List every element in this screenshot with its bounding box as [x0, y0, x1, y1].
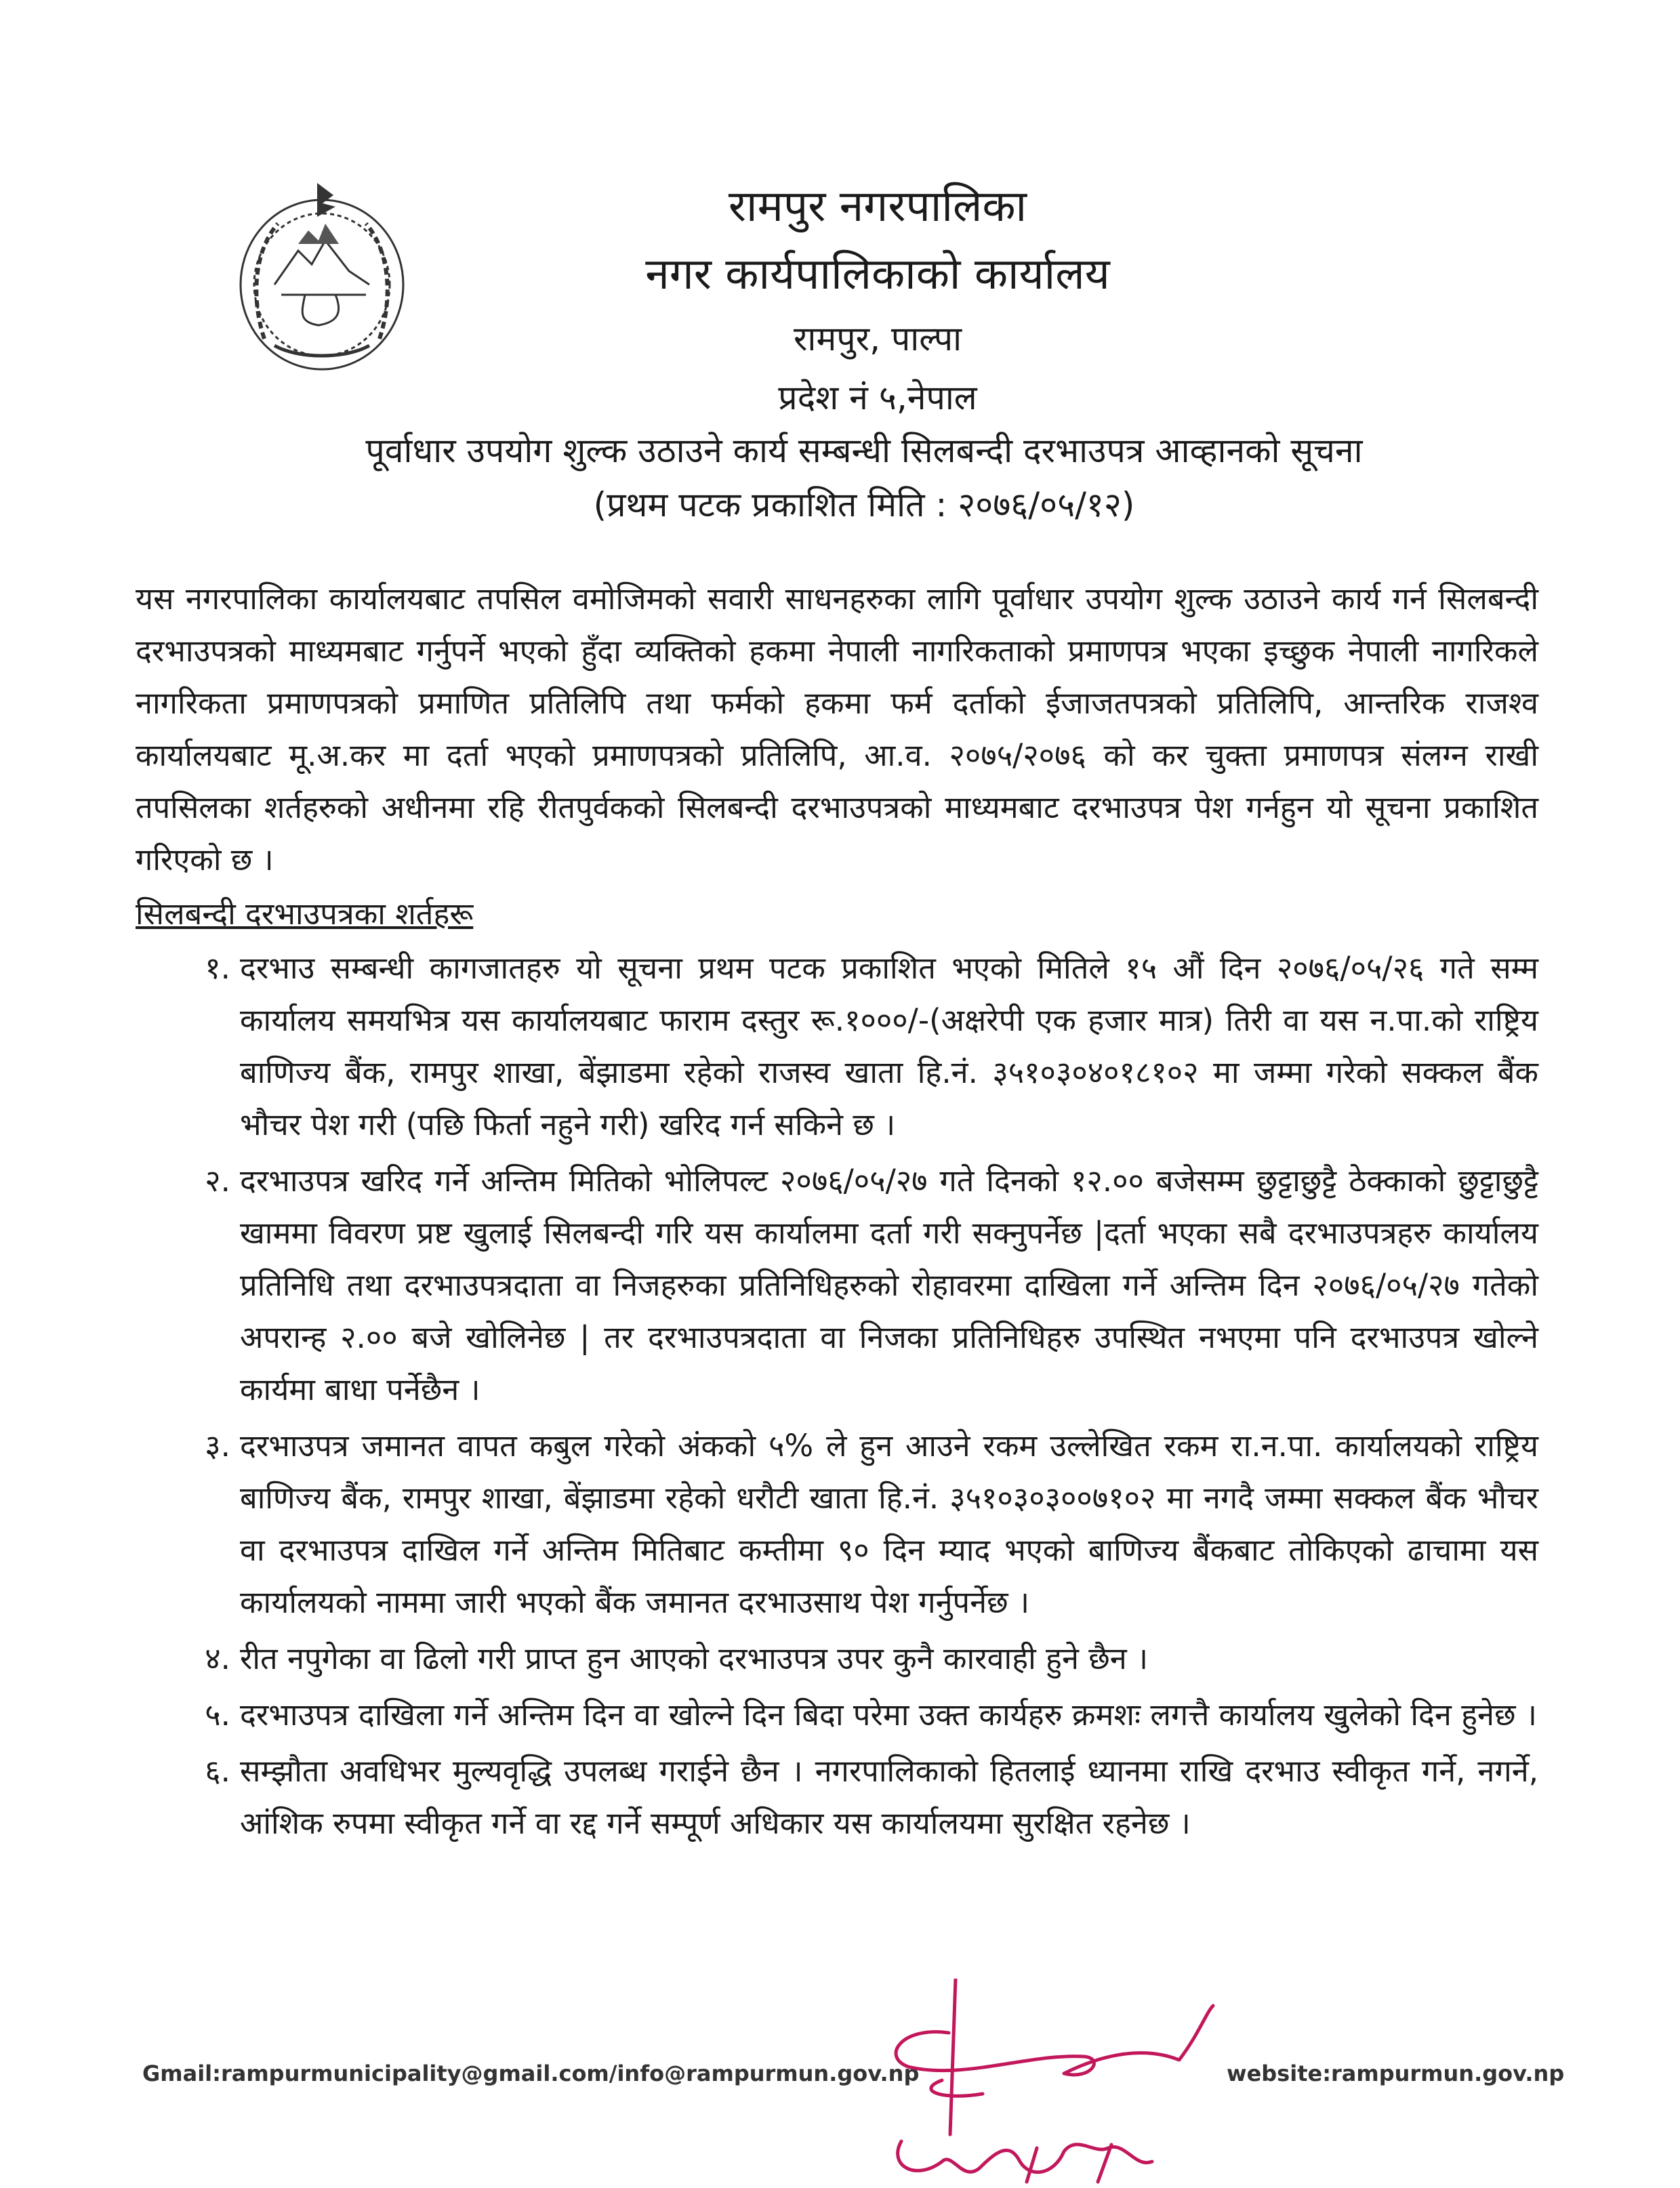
condition-item — [136, 1420, 1538, 1628]
first-published-date: (प्रथम पटक प्रकाशित मिति : २०७६/०५/१२) — [593, 485, 1135, 524]
letterhead — [420, 173, 1335, 426]
condition-item — [136, 1745, 1538, 1849]
office-name: नगर कार्यपालिकाको कार्यालय — [645, 249, 1110, 300]
condition-number: ४. — [205, 1640, 230, 1676]
condition-number: ५. — [205, 1697, 230, 1733]
condition-item — [136, 1632, 1538, 1685]
footer-website: website:rampurmun.gov.np — [1227, 2061, 1565, 2086]
condition-item — [136, 942, 1538, 1151]
footer-email: Gmail:rampurmunicipality@gmail.com/info@rampurmun.gov.np — [142, 2061, 920, 2086]
condition-number: २. — [205, 1163, 230, 1199]
condition-number: १. — [205, 950, 230, 986]
condition-item — [136, 1155, 1538, 1416]
condition-text: रीत नपुगेका वा ढिलो गरी प्राप्त हुन आएको दरभाउपत्र उपर कुनै कारवाही हुने छैन । — [240, 1640, 1149, 1676]
org-name: रामपुर नगरपालिका — [728, 182, 1027, 232]
conditions-heading: सिलबन्दी दरभाउपत्रका शर्तहरू — [136, 896, 474, 932]
condition-text: दरभाउपत्र खरिद गर्ने अन्तिम मितिको भोलिपल्ट २०७६/०५/२७ गते दिनको १२.०० बजेसम्म छुट्टाछुट्टै ठेक्काको छुट्टाछुट्टै खाममा विवरण प्रष्ट खुलाई सिलबन्दी गरि यस कार्यालमा दर्ता गरी सक्नुपर्नेछ |दर्ता भएका सबै दरभाउपत्रहरु कार्यालय प्रतिनिधि तथा दरभाउपत्रदाता वा निजहरुका प्रतिनिधिहरुको रोहावरमा दाखिला गर्ने अन्तिम दिन २०७६/०५/२७ गतेको अपरान्ह २.०० बजे खोलिनेछ | तर दरभाउपत्रदाता वा निजका प्रतिनिधिहरु उपस्थित नभएमा पनि दरभाउपत्र खोल्ने कार्यमा बाधा पर्नेछैन । — [240, 1163, 1538, 1407]
province-line: प्रदेश नं ५,नेपाल — [778, 378, 977, 417]
conditions-list — [136, 942, 1538, 1853]
condition-number: ६. — [205, 1753, 230, 1789]
notice-title: पूर्वाधार उपयोग शुल्क उठाउने कार्य सम्बन्धी सिलबन्दी दरभाउपत्र आव्हानको सूचना — [365, 431, 1363, 470]
office-address: रामपुर, पाल्पा — [793, 319, 962, 358]
condition-text: दरभाउपत्र दाखिला गर्ने अन्तिम दिन वा खोल्ने दिन बिदा परेमा उक्त कार्यहरु क्रमशः लगत्तै कार्यालय खुलेको दिन हुनेछ । — [240, 1697, 1537, 1733]
handwritten-signature — [861, 1979, 1240, 2188]
nepal-coat-of-arms-icon — [224, 176, 420, 379]
condition-item — [136, 1689, 1538, 1741]
intro-paragraph: यस नगरपालिका कार्यालयबाट तपसिल वमोजिमको सवारी साधनहरुका लागि पूर्वाधार उपयोग शुल्क उठाउने कार्य गर्न सिलबन्दी दरभाउपत्रको माध्यमबाट गर्नुपर्ने भएको हुँदा व्यक्तिको हकमा नेपाली नागरिकताको प्रमाणपत्र भएका इच्छुक नेपाली नागरिकले नागरिकता प्रमाणपत्रको प्रमाणित प्रतिलिपि तथा फर्मको हकमा फर्म दर्ताको ईजाजतपत्रको प्रतिलिपि, आन्तरिक राजश्व कार्यालयबाट मू.अ.कर मा दर्ता भएको प्रमाणपत्रको प्रतिलिपि, आ.व. २०७५/२०७६ को कर चुक्ता प्रमाणपत्र संलग्न राखी तपसिलका शर्तहरुको अधीनमा रहि रीतपुर्वकको सिलबन्दी दरभाउपत्रको माध्यमबाट दरभाउपत्र पेश गर्नहुन यो सूचना प्रकाशित गरिएको छ । — [136, 581, 1538, 878]
condition-text: दरभाउपत्र जमानत वापत कबुल गरेको अंकको ५% ले हुन आउने रकम उल्लेखित रकम रा.न.पा. कार्यालयको राष्ट्रिय बाणिज्य बैंक, रामपुर शाखा, बेंझाडमा रहेको धरौटी खाता हि.नं. ३५१०३०३००७१०२ मा नगदै जम्मा सक्कल बैंक भौचर वा दरभाउपत्र दाखिल गर्ने अन्तिम मितिबाट कम्तीमा ९० दिन म्याद भएको बाणिज्य बैंकबाट तोकिएको ढाचामा यस कार्यालयको नाममा जारी भएको बैंक जमानत दरभाउसाथ पेश गर्नुपर्नेछ । — [240, 1428, 1538, 1620]
condition-text: सम्झौता अवधिभर मुल्यवृद्धि उपलब्ध गराईने छैन । नगरपालिकाको हितलाई ध्यानमा राखि दरभाउ स्वीकृत गर्ने, नगर्ने, आंशिक रुपमा स्वीकृत गर्ने वा रद्द गर्ने सम्पूर्ण अधिकार यस कार्यालयमा सुरक्षित रहनेछ । — [240, 1753, 1538, 1841]
condition-number: ३. — [205, 1428, 230, 1464]
condition-text: दरभाउ सम्बन्धी कागजातहरु यो सूचना प्रथम पटक प्रकाशित भएको मितिले १५ औं दिन २०७६/०५/२६ गते सम्म कार्यालय समयभित्र यस कार्यालयबाट फाराम दस्तुर रू.१०००/-(अक्षरेपी एक हजार मात्र) तिरी वा यस न.पा.को राष्ट्रिय बाणिज्य बैंक, रामपुर शाखा, बेंझाडमा रहेको राजस्व खाता हि.नं. ३५१०३०४०१८१०२ मा जम्मा गरेको सक्कल बैंक भौचर पेश गरी (पछि फिर्ता नहुने गरी) खरिद गर्न सकिने छ । — [240, 950, 1538, 1142]
